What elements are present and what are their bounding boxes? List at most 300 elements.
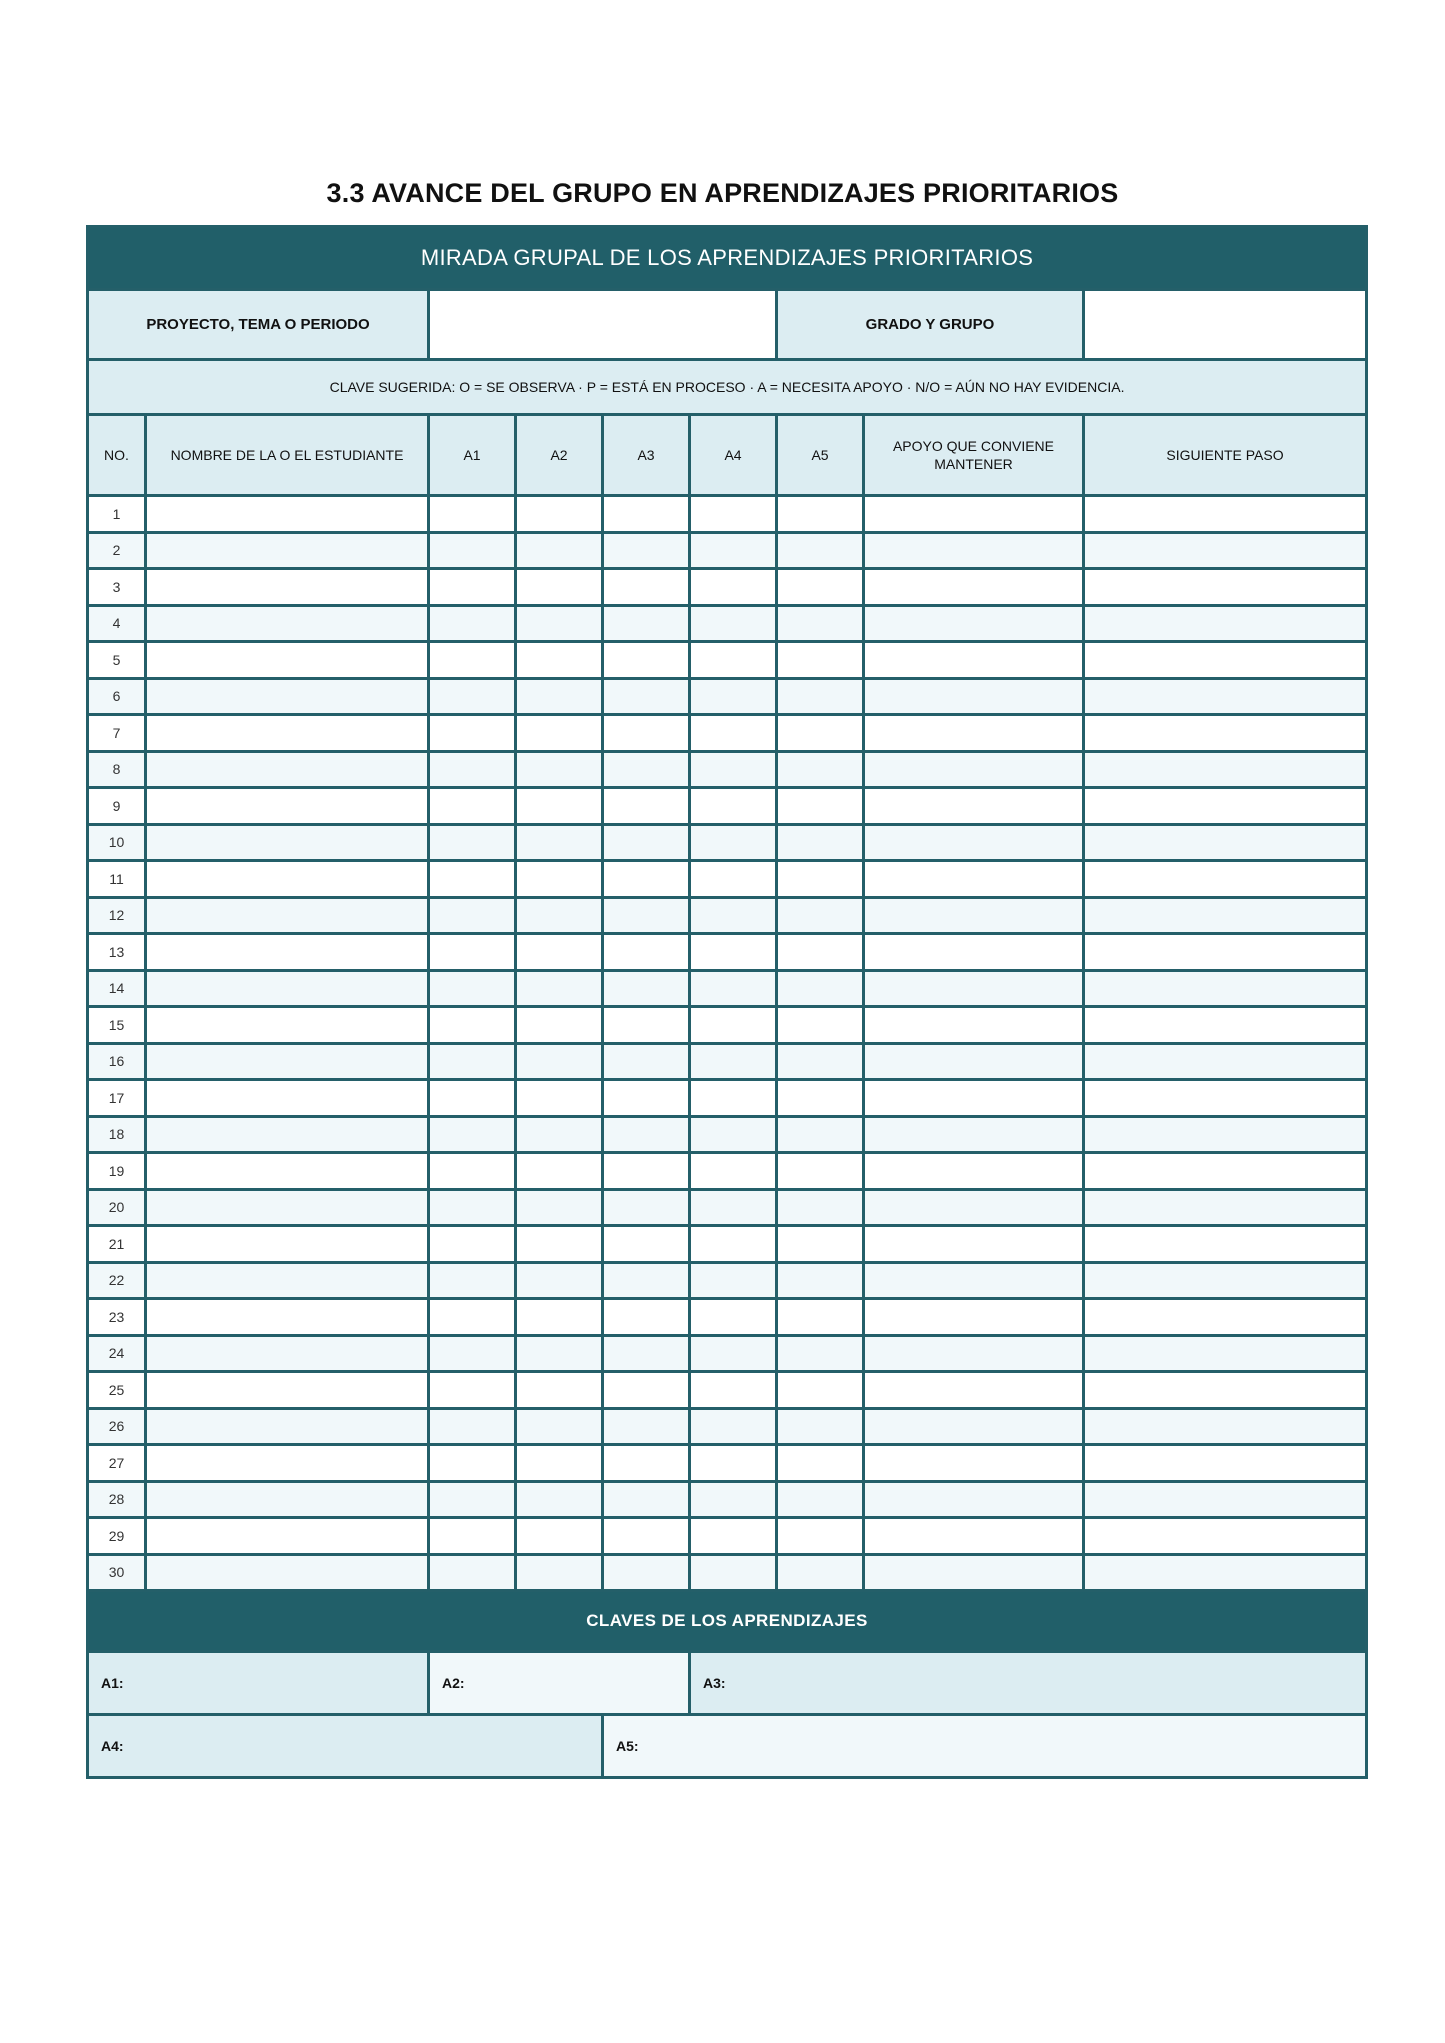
row-number: 16 [88,1043,146,1080]
cell-a2[interactable] [516,1335,603,1372]
cell-support[interactable] [864,897,1084,934]
cell-a4[interactable] [690,751,777,788]
row-number: 21 [88,1226,146,1263]
cell-a5[interactable] [777,824,864,861]
row-number: 1 [88,496,146,533]
cell-a3[interactable] [603,1299,690,1336]
cell-a1[interactable] [429,1226,516,1263]
cell-a2[interactable] [516,678,603,715]
cell-a4[interactable] [690,678,777,715]
cell-a3[interactable] [603,824,690,861]
cell-a5[interactable] [777,605,864,642]
cell-a5[interactable] [777,1226,864,1263]
cell-next-step[interactable] [1084,1408,1367,1445]
table-row [88,642,1367,679]
cell-a4[interactable] [690,1481,777,1518]
cell-a3[interactable] [603,1189,690,1226]
cell-support[interactable] [864,1299,1084,1336]
table-row [88,1408,1367,1445]
cell-next-step[interactable] [1084,1481,1367,1518]
cell-a1[interactable] [429,934,516,971]
cell-a5[interactable] [777,1153,864,1190]
cell-a5[interactable] [777,1481,864,1518]
cell-a3[interactable] [603,1153,690,1190]
table-row [88,1226,1367,1263]
cell-a1[interactable] [429,1518,516,1555]
cell-next-step[interactable] [1084,897,1367,934]
cell-a5[interactable] [777,1262,864,1299]
cell-a3[interactable] [603,1518,690,1555]
cell-next-step[interactable] [1084,1043,1367,1080]
cell-a2[interactable] [516,715,603,752]
cell-a2[interactable] [516,1481,603,1518]
cell-name[interactable] [146,1007,429,1044]
cell-a4[interactable] [690,824,777,861]
row-number: 13 [88,934,146,971]
legend-text: CLAVE SUGERIDA: O = SE OBSERVA · P = ESTÁ EN PROCESO · A = NECESITA APOYO · N/O = AÚN NO HAY EVIDENCIA. [88,360,1367,415]
column-header-a3: A3 [603,415,690,496]
cell-a5[interactable] [777,1189,864,1226]
cell-a3[interactable] [603,788,690,825]
table-row [88,824,1367,861]
cell-a4[interactable] [690,861,777,898]
cell-a1[interactable] [429,970,516,1007]
cell-a2[interactable] [516,1007,603,1044]
cell-a3[interactable] [603,1554,690,1591]
cell-a5[interactable] [777,1408,864,1445]
row-number: 29 [88,1518,146,1555]
cell-a1[interactable] [429,532,516,569]
cell-next-step[interactable] [1084,751,1367,788]
table-row [88,532,1367,569]
cell-a1[interactable] [429,1080,516,1117]
cell-name[interactable] [146,1116,429,1153]
cell-name[interactable] [146,1554,429,1591]
cell-a1[interactable] [429,897,516,934]
key-field-a2[interactable]: A2: [429,1652,690,1715]
row-number: 9 [88,788,146,825]
cell-a2[interactable] [516,970,603,1007]
cell-next-step[interactable] [1084,1116,1367,1153]
cell-support[interactable] [864,1080,1084,1117]
cell-support[interactable] [864,1262,1084,1299]
cell-a2[interactable] [516,642,603,679]
row-number: 26 [88,1408,146,1445]
key-field-a4[interactable]: A4: [88,1715,603,1778]
cell-a3[interactable] [603,934,690,971]
row-number: 20 [88,1189,146,1226]
cell-a2[interactable] [516,861,603,898]
cell-a3[interactable] [603,751,690,788]
cell-a3[interactable] [603,1445,690,1482]
cell-a4[interactable] [690,642,777,679]
cell-a3[interactable] [603,1080,690,1117]
cell-a2[interactable] [516,897,603,934]
cell-next-step[interactable] [1084,1299,1367,1336]
cell-name[interactable] [146,1043,429,1080]
cell-support[interactable] [864,1116,1084,1153]
cell-a4[interactable] [690,1335,777,1372]
cell-name[interactable] [146,970,429,1007]
cell-support[interactable] [864,605,1084,642]
cell-a5[interactable] [777,788,864,825]
cell-a2[interactable] [516,1226,603,1263]
column-header-a2: A2 [516,415,603,496]
cell-name[interactable] [146,1299,429,1336]
cell-name[interactable] [146,788,429,825]
cell-next-step[interactable] [1084,678,1367,715]
cell-a4[interactable] [690,1518,777,1555]
cell-support[interactable] [864,861,1084,898]
cell-a5[interactable] [777,934,864,971]
cell-a4[interactable] [690,532,777,569]
cell-next-step[interactable] [1084,532,1367,569]
cell-a5[interactable] [777,1335,864,1372]
cell-support[interactable] [864,1335,1084,1372]
cell-a2[interactable] [516,788,603,825]
table-row [88,788,1367,825]
cell-name[interactable] [146,934,429,971]
table-row [88,715,1367,752]
cell-name[interactable] [146,1080,429,1117]
cell-a3[interactable] [603,1481,690,1518]
cell-a3[interactable] [603,1007,690,1044]
cell-a1[interactable] [429,1189,516,1226]
cell-a3[interactable] [603,897,690,934]
table-row [88,605,1367,642]
cell-name[interactable] [146,1262,429,1299]
row-number: 22 [88,1262,146,1299]
cell-a1[interactable] [429,1372,516,1409]
column-header-a4: A4 [690,415,777,496]
cell-a3[interactable] [603,715,690,752]
cell-next-step[interactable] [1084,934,1367,971]
cell-a2[interactable] [516,1372,603,1409]
cell-name[interactable] [146,569,429,606]
cell-a1[interactable] [429,751,516,788]
cell-a5[interactable] [777,1372,864,1409]
row-number: 2 [88,532,146,569]
cell-a5[interactable] [777,532,864,569]
cell-name[interactable] [146,715,429,752]
table-row [88,1335,1367,1372]
cell-a5[interactable] [777,642,864,679]
cell-a2[interactable] [516,605,603,642]
cell-a2[interactable] [516,1116,603,1153]
cell-a3[interactable] [603,1408,690,1445]
cell-a2[interactable] [516,1518,603,1555]
cell-a4[interactable] [690,715,777,752]
cell-support[interactable] [864,1007,1084,1044]
cell-a2[interactable] [516,1262,603,1299]
cell-a1[interactable] [429,678,516,715]
cell-a1[interactable] [429,1408,516,1445]
table-row [88,897,1367,934]
key-field-a3[interactable]: A3: [690,1652,1367,1715]
cell-a1[interactable] [429,1262,516,1299]
cell-a5[interactable] [777,1007,864,1044]
cell-name[interactable] [146,751,429,788]
cell-a4[interactable] [690,1372,777,1409]
cell-support[interactable] [864,678,1084,715]
cell-a3[interactable] [603,532,690,569]
cell-support[interactable] [864,1153,1084,1190]
cell-support[interactable] [864,1372,1084,1409]
cell-a3[interactable] [603,861,690,898]
cell-support[interactable] [864,934,1084,971]
cell-support[interactable] [864,1554,1084,1591]
cell-name[interactable] [146,1481,429,1518]
cell-a1[interactable] [429,642,516,679]
cell-a1[interactable] [429,824,516,861]
cell-next-step[interactable] [1084,569,1367,606]
cell-support[interactable] [864,1226,1084,1263]
cell-a3[interactable] [603,1372,690,1409]
cell-a3[interactable] [603,1116,690,1153]
group-progress-sheet [86,225,1365,1779]
cell-name[interactable] [146,1445,429,1482]
cell-name[interactable] [146,897,429,934]
cell-a1[interactable] [429,1481,516,1518]
cell-name[interactable] [146,605,429,642]
cell-a4[interactable] [690,1189,777,1226]
cell-a2[interactable] [516,1043,603,1080]
cell-a5[interactable] [777,970,864,1007]
cell-name[interactable] [146,642,429,679]
cell-a1[interactable] [429,861,516,898]
cell-a5[interactable] [777,1043,864,1080]
keys-table [86,1592,1368,1779]
cell-support[interactable] [864,751,1084,788]
cell-a4[interactable] [690,1007,777,1044]
project-label: PROYECTO, TEMA O PERIODO [88,290,429,360]
cell-a3[interactable] [603,970,690,1007]
row-number: 28 [88,1481,146,1518]
cell-name[interactable] [146,532,429,569]
cell-a4[interactable] [690,1262,777,1299]
cell-a4[interactable] [690,1554,777,1591]
table-row [88,1445,1367,1482]
key-field-a1[interactable]: A1: [88,1652,429,1715]
cell-a4[interactable] [690,1153,777,1190]
cell-a1[interactable] [429,1153,516,1190]
cell-a5[interactable] [777,861,864,898]
cell-next-step[interactable] [1084,1189,1367,1226]
cell-support[interactable] [864,715,1084,752]
cell-next-step[interactable] [1084,824,1367,861]
key-field-a5[interactable]: A5: [603,1715,1367,1778]
cell-a1[interactable] [429,715,516,752]
cell-a3[interactable] [603,1262,690,1299]
cell-a2[interactable] [516,1554,603,1591]
cell-a5[interactable] [777,1080,864,1117]
cell-support[interactable] [864,788,1084,825]
cell-next-step[interactable] [1084,1226,1367,1263]
cell-a5[interactable] [777,751,864,788]
table-row [88,1189,1367,1226]
cell-name[interactable] [146,1518,429,1555]
cell-a2[interactable] [516,1189,603,1226]
cell-a1[interactable] [429,605,516,642]
cell-a1[interactable] [429,1445,516,1482]
cell-a3[interactable] [603,1335,690,1372]
cell-support[interactable] [864,1445,1084,1482]
cell-a4[interactable] [690,788,777,825]
cell-a1[interactable] [429,1043,516,1080]
cell-a5[interactable] [777,496,864,533]
table-row [88,1554,1367,1591]
row-number: 3 [88,569,146,606]
cell-next-step[interactable] [1084,1153,1367,1190]
cell-a4[interactable] [690,970,777,1007]
cell-name[interactable] [146,1372,429,1409]
cell-a4[interactable] [690,934,777,971]
cell-a3[interactable] [603,1226,690,1263]
row-number: 19 [88,1153,146,1190]
cell-support[interactable] [864,1481,1084,1518]
cell-name[interactable] [146,496,429,533]
cell-a5[interactable] [777,1554,864,1591]
project-field[interactable] [429,290,777,360]
cell-next-step[interactable] [1084,1262,1367,1299]
row-number: 25 [88,1372,146,1409]
row-number: 14 [88,970,146,1007]
cell-next-step[interactable] [1084,642,1367,679]
cell-a2[interactable] [516,824,603,861]
cell-a4[interactable] [690,1080,777,1117]
cell-support[interactable] [864,824,1084,861]
cell-next-step[interactable] [1084,970,1367,1007]
cell-a2[interactable] [516,532,603,569]
cell-a5[interactable] [777,678,864,715]
table-row [88,1080,1367,1117]
cell-a4[interactable] [690,1299,777,1336]
cell-support[interactable] [864,569,1084,606]
row-number: 10 [88,824,146,861]
cell-next-step[interactable] [1084,1518,1367,1555]
cell-a3[interactable] [603,605,690,642]
table-row [88,970,1367,1007]
row-number: 6 [88,678,146,715]
cell-name[interactable] [146,861,429,898]
table-row [88,1372,1367,1409]
cell-a1[interactable] [429,1116,516,1153]
cell-support[interactable] [864,1408,1084,1445]
cell-a5[interactable] [777,897,864,934]
cell-name[interactable] [146,1335,429,1372]
cell-a2[interactable] [516,1299,603,1336]
cell-a5[interactable] [777,1299,864,1336]
cell-next-step[interactable] [1084,496,1367,533]
cell-a4[interactable] [690,897,777,934]
row-number: 17 [88,1080,146,1117]
cell-next-step[interactable] [1084,788,1367,825]
cell-support[interactable] [864,642,1084,679]
cell-name[interactable] [146,678,429,715]
cell-a2[interactable] [516,1445,603,1482]
cell-a2[interactable] [516,934,603,971]
cell-a1[interactable] [429,1299,516,1336]
row-number: 4 [88,605,146,642]
table-row [88,1007,1367,1044]
cell-a2[interactable] [516,1153,603,1190]
row-number: 12 [88,897,146,934]
cell-a1[interactable] [429,1007,516,1044]
grade-field[interactable] [1084,290,1367,360]
cell-a3[interactable] [603,496,690,533]
cell-a4[interactable] [690,569,777,606]
cell-a4[interactable] [690,1226,777,1263]
table-row [88,678,1367,715]
cell-support[interactable] [864,970,1084,1007]
cell-a3[interactable] [603,1043,690,1080]
row-number: 30 [88,1554,146,1591]
cell-next-step[interactable] [1084,1007,1367,1044]
cell-a4[interactable] [690,605,777,642]
cell-name[interactable] [146,824,429,861]
cell-a1[interactable] [429,496,516,533]
cell-next-step[interactable] [1084,1335,1367,1372]
cell-a2[interactable] [516,569,603,606]
cell-next-step[interactable] [1084,1372,1367,1409]
cell-a2[interactable] [516,1080,603,1117]
cell-a4[interactable] [690,1043,777,1080]
cell-a4[interactable] [690,1408,777,1445]
cell-a3[interactable] [603,678,690,715]
cell-a2[interactable] [516,496,603,533]
table-row [88,569,1367,606]
column-header-a5: A5 [777,415,864,496]
cell-a1[interactable] [429,1554,516,1591]
table-row [88,861,1367,898]
cell-support[interactable] [864,496,1084,533]
cell-a1[interactable] [429,569,516,606]
cell-a1[interactable] [429,1335,516,1372]
cell-name[interactable] [146,1189,429,1226]
cell-a2[interactable] [516,751,603,788]
cell-a4[interactable] [690,1445,777,1482]
column-header-support: APOYO QUE CONVIENE MANTENER [864,415,1084,496]
cell-name[interactable] [146,1408,429,1445]
cell-a5[interactable] [777,1116,864,1153]
cell-support[interactable] [864,1518,1084,1555]
cell-next-step[interactable] [1084,605,1367,642]
cell-a3[interactable] [603,642,690,679]
cell-a5[interactable] [777,715,864,752]
cell-a1[interactable] [429,788,516,825]
cell-a2[interactable] [516,1408,603,1445]
cell-support[interactable] [864,532,1084,569]
cell-next-step[interactable] [1084,1080,1367,1117]
cell-next-step[interactable] [1084,1554,1367,1591]
cell-a4[interactable] [690,496,777,533]
column-header-a1: A1 [429,415,516,496]
cell-next-step[interactable] [1084,861,1367,898]
cell-support[interactable] [864,1189,1084,1226]
table-row [88,1043,1367,1080]
cell-a5[interactable] [777,569,864,606]
cell-a5[interactable] [777,1518,864,1555]
cell-a5[interactable] [777,1445,864,1482]
cell-a4[interactable] [690,1116,777,1153]
cell-a3[interactable] [603,569,690,606]
cell-name[interactable] [146,1153,429,1190]
cell-name[interactable] [146,1226,429,1263]
cell-next-step[interactable] [1084,1445,1367,1482]
cell-next-step[interactable] [1084,715,1367,752]
table-row [88,934,1367,971]
cell-support[interactable] [864,1043,1084,1080]
